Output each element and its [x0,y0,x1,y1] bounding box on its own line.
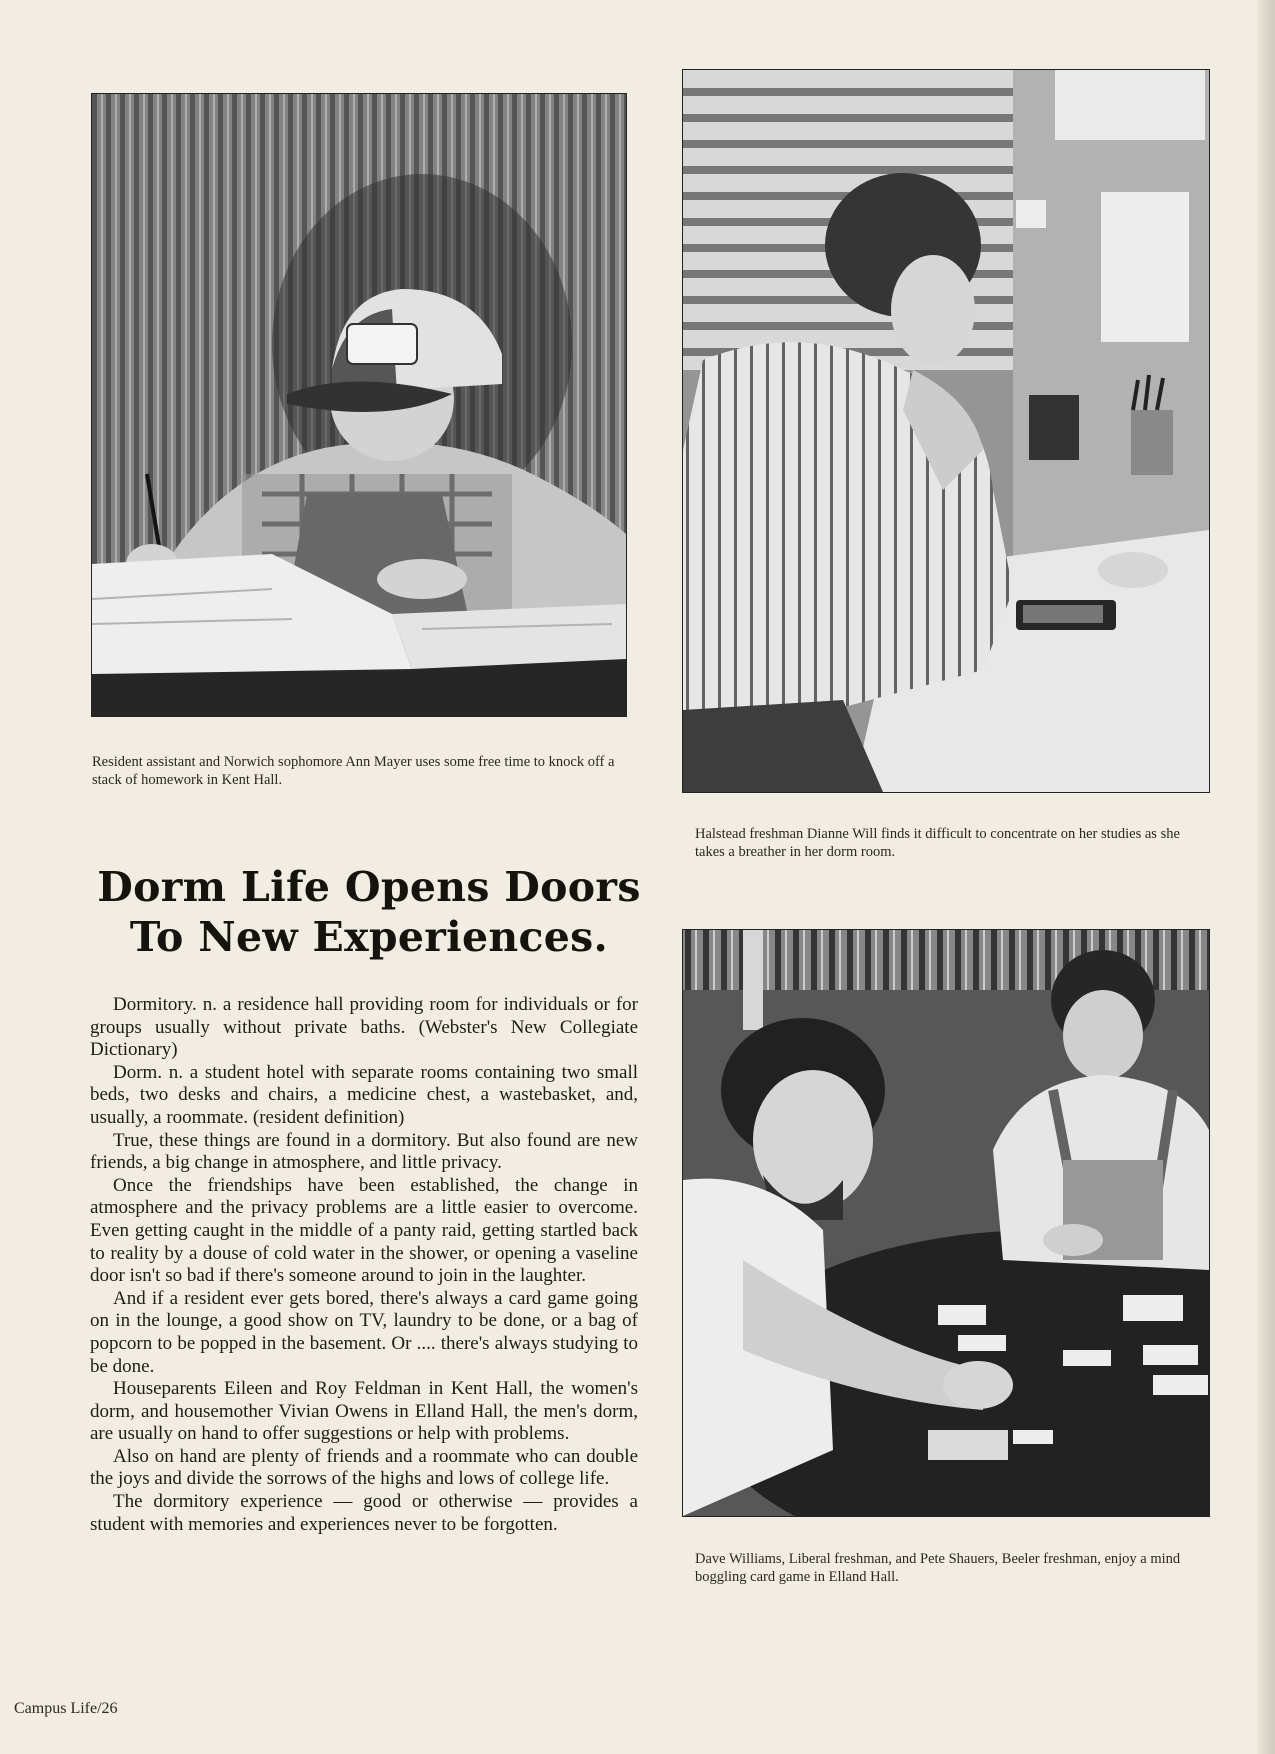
article-headline [86,862,652,962]
headline-line-2: To New Experiences. [129,913,609,961]
caption-studying-student: Resident assistant and Norwich sophomore Ann Mayer uses some free time to knock off a stack of homework in Kent Hall. [92,754,615,788]
article-paragraph: Also on hand are plenty of friends and a roommate who can double the joys and divide the sorrows of the highs and lows of college life. [90,1445,638,1490]
photo-studying-student [92,94,626,716]
photo-card-game [683,930,1209,1516]
caption-card-game: Dave Williams, Liberal freshman, and Pete Shauers, Beeler freshman, enjoy a mind boggling card game in Elland Hall. [695,1551,1181,1585]
article-paragraph: And if a resident ever gets bored, there's always a card game going on in the lounge, a good show on TV, laundry to be done, or a bag of popcorn to be popped in the basement. Or .... there's always studying to be done. [90,1287,638,1377]
headline-line-1: Dorm Life Opens Doors [97,863,641,911]
page-folio: Campus Life/26 [14,1700,118,1717]
article-body [90,994,638,1536]
photo-dorm-room-image [683,70,1209,792]
article-paragraph: The dormitory experience — good or otherwise — provides a student with memories and experiences never to be forgotten. [90,1491,638,1535]
page-gutter-shadow [1257,0,1275,1754]
photo-studying-student-image [92,94,626,716]
article-paragraph: Houseparents Eileen and Roy Feldman in Kent Hall, the women's dorm, and housemother Vivian Owens in Elland Hall, the men's dorm, are usually on hand to offer suggestions or help with problems. [90,1378,638,1445]
article-paragraph: True, these things are found in a dormitory. But also found are new friends, a big change in atmosphere, and little privacy. [90,1129,638,1174]
caption-dorm-room: Halstead freshman Dianne Will finds it difficult to concentrate on her studies as she takes a breather in her dorm room. [695,826,1180,860]
article-paragraph: Dormitory. n. a residence hall providing room for individuals or for groups usually without private baths. (Webster's New Collegiate Dictionary) [90,994,638,1061]
article-paragraph: Dorm. n. a student hotel with separate rooms containing two small beds, two desks and chairs, a medicine chest, a wastebasket, and, usually, a roommate. (resident definition) [90,1061,638,1128]
article-paragraph: Once the friendships have been established, the change in atmosphere and the privacy problems are a little easier to overcome. Even getting caught in the middle of a panty raid, getting startled back to reality by a douse of cold water in the shower, or opening a vaseline door isn't so bad if there's someone around to join in the laughter. [90,1174,638,1287]
photo-dorm-room [683,70,1209,792]
photo-card-game-image [683,930,1209,1516]
